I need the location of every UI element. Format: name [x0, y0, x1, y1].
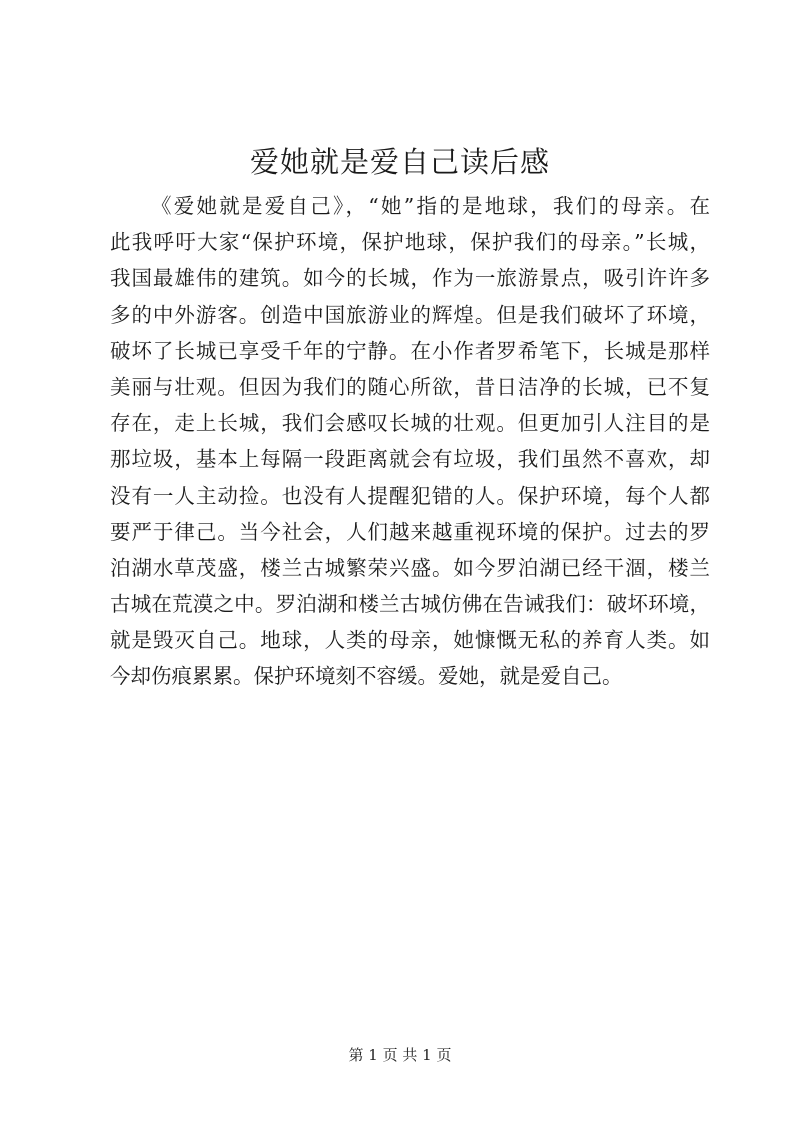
paragraph-line: 那垃圾，基本上每隔一段距离就会有垃圾，我们虽然不喜欢，却 — [110, 447, 710, 472]
paragraph-line: 没有一人主动捡。也没有人提醒犯错的人。保护环境，每个人都 — [110, 483, 710, 508]
paragraph-line: 我国最雄伟的建筑。如今的长城，作为一旅游景点，吸引许许多 — [110, 266, 710, 291]
paragraph-line: 此我呼吁大家“保护环境，保护地球，保护我们的母亲。”长城， — [110, 230, 710, 255]
document-title: 爱她就是爱自己读后感 — [249, 145, 550, 179]
paragraph-line: 今却伤痕累累。保护环境刻不容缓。爱她，就是爱自己。 — [110, 664, 623, 689]
body-paragraph — [110, 188, 710, 695]
paragraph-line: 存在，走上长城，我们会感叹长城的壮观。但更加引人注目的是 — [110, 411, 710, 436]
paragraph-line: 古城在荒漠之中。罗泊湖和楼兰古城仿佛在告诫我们：破坏环境， — [110, 592, 710, 617]
paragraph-line: 泊湖水草茂盛，楼兰古城繁荣兴盛。如今罗泊湖已经干涸，楼兰 — [110, 555, 710, 580]
paragraph-line: 多的中外游客。创造中国旅游业的辉煌。但是我们破坏了环境， — [110, 302, 710, 327]
paragraph-line: 就是毁灭自己。地球，人类的母亲，她慷慨无私的养育人类。如 — [110, 628, 710, 653]
paragraph-line: 美丽与壮观。但因为我们的随心所欲，昔日洁净的长城，已不复 — [110, 374, 710, 399]
paragraph-line: 破坏了长城已享受千年的宁静。在小作者罗希笔下，长城是那样 — [110, 338, 710, 363]
paragraph-line: 《爱她就是爱自己》，“她”指的是地球，我们的母亲。在 — [151, 194, 710, 218]
paragraph-line: 要严于律己。当今社会，人们越来越重视环境的保护。过去的罗 — [110, 519, 710, 544]
page-number-footer: 第 1 页 共 1 页 — [348, 1046, 452, 1064]
